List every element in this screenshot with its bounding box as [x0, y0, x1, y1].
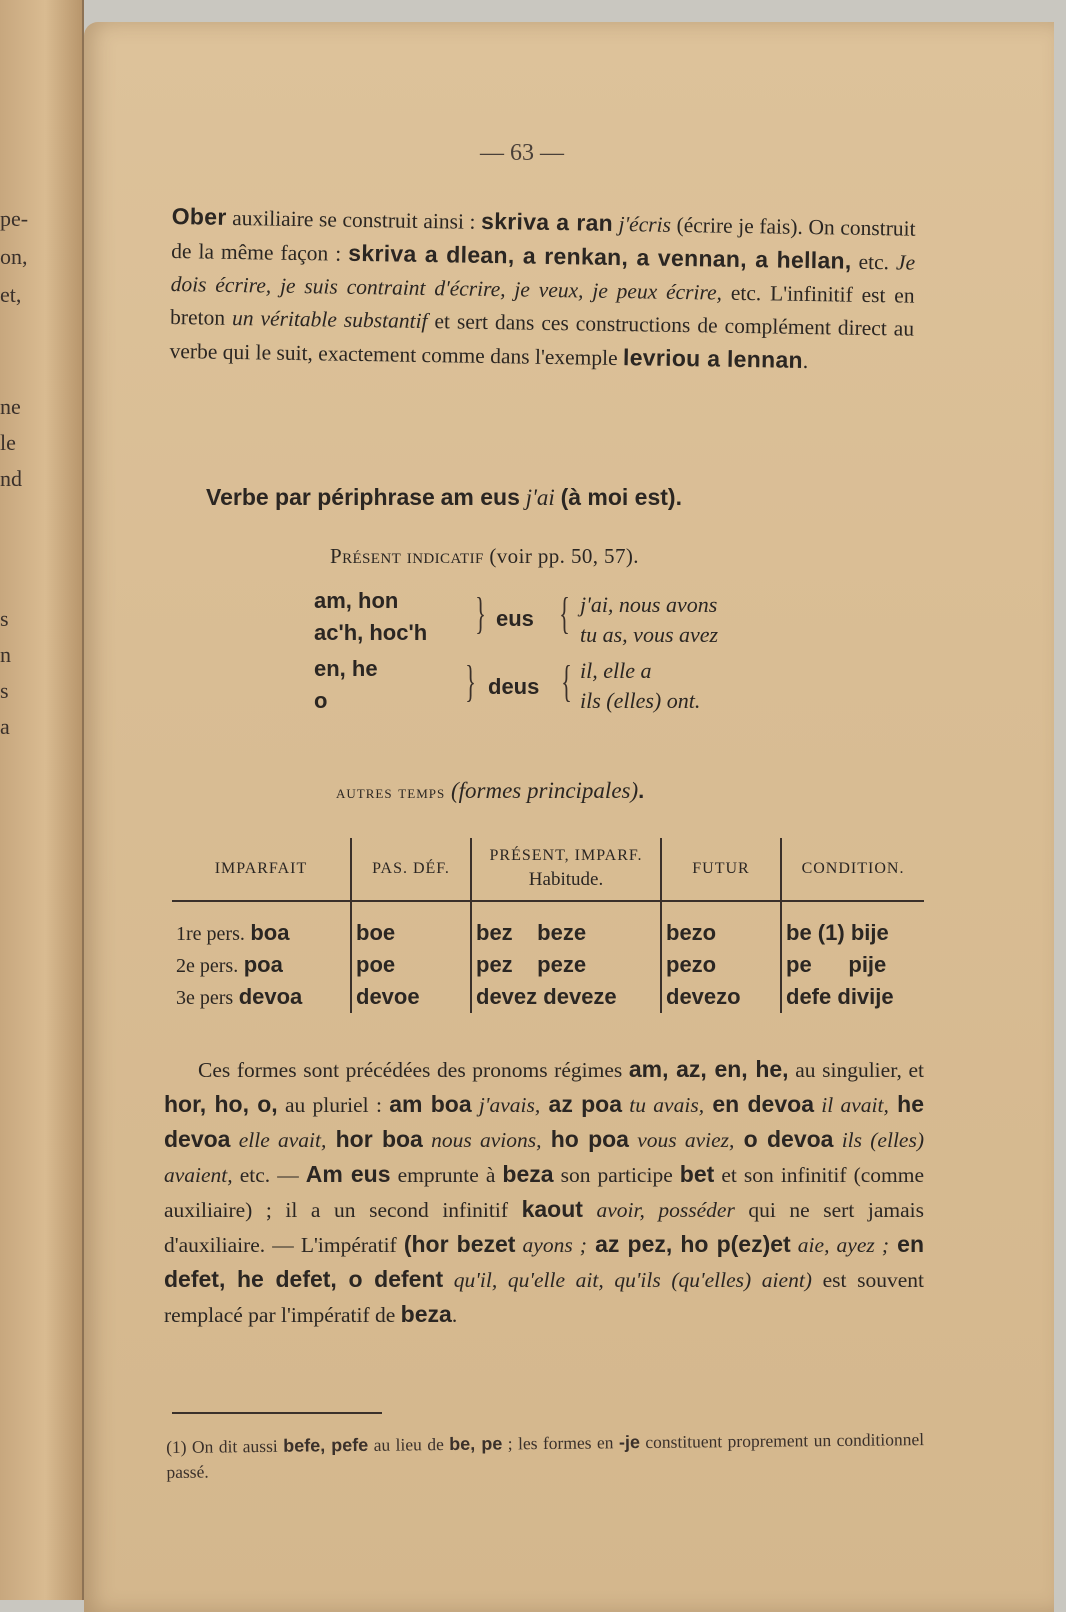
- term: beza: [502, 1161, 554, 1187]
- form: defe: [786, 984, 832, 1009]
- cell-condition: [781, 949, 924, 981]
- form: pije: [848, 952, 887, 977]
- heading-translation: j'ai: [525, 485, 555, 510]
- text: au singulier, et: [788, 1058, 925, 1082]
- person-label: 1re pers.: [176, 923, 245, 945]
- translation: nous avions,: [422, 1128, 542, 1152]
- term: am, az, en, he,: [628, 1056, 789, 1082]
- meaning: ils (elles) ont.: [580, 688, 701, 713]
- term: befe, pefe: [283, 1434, 369, 1456]
- brace-right: }: [465, 657, 476, 706]
- term: Ober: [171, 202, 227, 230]
- paragraph-formes: [164, 1052, 924, 1332]
- paragraph-body: [164, 1052, 924, 1332]
- term: -je: [618, 1432, 641, 1453]
- translation: ayons ;: [515, 1233, 587, 1257]
- page-number: — 63 —: [480, 140, 564, 166]
- heading-ref: (voir pp. 50, 57).: [489, 544, 639, 568]
- term: en devoa: [704, 1091, 814, 1117]
- form: boa: [250, 920, 290, 945]
- term: bet: [679, 1161, 715, 1187]
- meaning: tu as, vous avez: [580, 622, 719, 647]
- form: poa: [243, 952, 283, 977]
- person-label: 2e pers.: [176, 955, 239, 977]
- col-pas-def: PAS. DÉF.: [351, 838, 471, 901]
- header-label: PRÉSENT, IMPARF.: [489, 847, 643, 864]
- term: az poa: [540, 1091, 623, 1117]
- form: pez: [476, 952, 513, 977]
- form: peze: [537, 952, 587, 977]
- form: divije: [837, 984, 894, 1009]
- brace-right: }: [475, 589, 486, 638]
- term: hor boa: [326, 1126, 423, 1152]
- cell-present-imparf: [471, 949, 661, 981]
- col-futur: FUTUR: [661, 838, 781, 901]
- cell-futur: bezo: [661, 901, 781, 949]
- brace-left: {: [559, 589, 570, 638]
- translation: j'écris: [612, 211, 672, 237]
- left-page-fragment: n: [0, 642, 11, 667]
- text: etc. —: [232, 1163, 306, 1187]
- text: (écrire je fais). On construit de la même façon :: [171, 212, 916, 266]
- text: ; les formes en: [502, 1432, 620, 1454]
- text: .: [451, 1303, 458, 1327]
- text: qui ne sert jamais d'auxiliaire. — L'impératif: [164, 1198, 924, 1257]
- form: devoa: [238, 984, 303, 1009]
- form: beze: [537, 920, 587, 945]
- meaning: il, elle a: [580, 658, 652, 683]
- term: en defet, he defet, o defent: [164, 1231, 924, 1292]
- section-heading-verbe: [206, 484, 682, 511]
- col-condition: CONDITION.: [781, 838, 924, 901]
- pronoun-pair: o: [314, 688, 328, 713]
- section-heading-autres: [336, 778, 645, 804]
- table-row: [172, 949, 924, 981]
- term: az pez, ho p(ez)et: [586, 1231, 791, 1257]
- meaning: j'ai, nous avons: [580, 592, 718, 617]
- verb-form: eus: [496, 606, 534, 631]
- table-header-row: [172, 838, 924, 901]
- left-page-edge: [0, 0, 84, 1600]
- text: (1) On dit aussi: [166, 1435, 284, 1457]
- translation: qu'il, qu'elle ait, qu'ils (qu'elles) aient): [443, 1268, 812, 1292]
- term: levriou a lennan: [622, 344, 804, 373]
- footnote: [166, 1427, 924, 1485]
- form: be (1): [786, 920, 845, 945]
- cell-imparfait: [172, 901, 351, 949]
- heading-term: am eus: [440, 484, 520, 510]
- term: beza: [400, 1301, 452, 1327]
- person-label: 3e pers: [176, 987, 234, 1009]
- heading-term: Verbe par périphrase: [206, 484, 435, 510]
- heading-smallcaps: autres temps: [336, 782, 446, 803]
- cell-pas-def: devoe: [351, 981, 471, 1013]
- form: pe: [786, 952, 812, 977]
- translation: il avait,: [813, 1093, 889, 1117]
- term: (hor bezet: [403, 1231, 516, 1257]
- text: au lieu de: [368, 1434, 450, 1455]
- col-present-imparf: [471, 838, 661, 901]
- cell-present-imparf: [471, 981, 661, 1013]
- left-page-fragment: on,: [0, 244, 28, 269]
- text: etc.: [851, 249, 897, 275]
- left-page-fragment: pe-: [0, 206, 29, 231]
- cell-futur: pezo: [661, 949, 781, 981]
- pronoun-pair: ac'h, hoc'h: [314, 620, 428, 645]
- heading-italic: (formes principales): [450, 778, 639, 803]
- emphasis: un véritable substantif: [231, 305, 428, 334]
- form: bez: [476, 920, 513, 945]
- translation: Je dois écrire, je suis contraint d'écrire, je veux, je peux écrire,: [170, 250, 916, 305]
- form: deveze: [543, 984, 617, 1009]
- heading-smallcaps: Présent indicatif: [330, 544, 484, 568]
- brace-left: {: [561, 657, 572, 706]
- text: et sert dans ces constructions de complément direct au verbe qui le suit, exactement comme dans l'exemple: [169, 309, 915, 371]
- term: he devoa: [164, 1091, 924, 1152]
- text: au pluriel :: [277, 1093, 390, 1117]
- term: skriva a ran: [480, 207, 614, 236]
- text: emprunte à: [390, 1163, 503, 1187]
- translation: elle avait,: [230, 1128, 327, 1152]
- cell-imparfait: [172, 981, 351, 1013]
- paragraph-ober: [169, 200, 916, 380]
- table-row: [172, 981, 924, 1013]
- translation: ils (elles) avaient,: [164, 1128, 924, 1187]
- verb-form: deus: [488, 674, 540, 699]
- text: constituent proprement un conditionnel passé.: [166, 1429, 925, 1482]
- text: est souvent remplacé par l'impératif de: [164, 1268, 924, 1327]
- cell-pas-def: boe: [351, 901, 471, 949]
- text: son participe: [553, 1163, 680, 1187]
- left-page-fragment: et,: [0, 282, 22, 307]
- term: be, pe: [449, 1433, 503, 1455]
- heading-gloss: (à moi est).: [560, 484, 682, 510]
- cell-present-imparf: [471, 901, 661, 949]
- section-heading-present: [330, 544, 639, 569]
- cell-imparfait: [172, 949, 351, 981]
- translation: vous aviez,: [628, 1128, 735, 1152]
- term: Am eus: [305, 1161, 391, 1187]
- pronoun-pair: en, he: [314, 656, 378, 681]
- translation: avoir, posséder: [582, 1198, 735, 1222]
- left-page-fragment: s: [0, 678, 9, 703]
- form: bije: [850, 920, 889, 945]
- form: devez: [476, 984, 538, 1009]
- heading-period: .: [638, 778, 646, 803]
- cell-futur: devezo: [661, 981, 781, 1013]
- left-page-fragment: s: [0, 606, 9, 631]
- text: auxiliaire se construit ainsi :: [226, 205, 482, 234]
- term: o devoa: [734, 1126, 834, 1152]
- left-page-fragment: ne: [0, 394, 21, 419]
- pronoun-pair: am, hon: [314, 588, 399, 613]
- col-imparfait: IMPARFAIT: [172, 838, 351, 901]
- cell-pas-def: poe: [351, 949, 471, 981]
- text: et son infinitif (comme auxiliaire) ; il a un second infinitif: [164, 1163, 925, 1222]
- cell-condition: [781, 901, 924, 949]
- term: am boa: [389, 1091, 472, 1117]
- left-page-fragment: nd: [0, 466, 22, 491]
- term: kaout: [521, 1196, 583, 1222]
- text: Ces formes sont précédées des pronoms régimes: [198, 1058, 629, 1082]
- translation: j'avais,: [471, 1093, 541, 1117]
- tenses-table: [172, 838, 924, 1013]
- cell-condition: [781, 981, 924, 1013]
- table-row: [172, 901, 924, 949]
- left-page-fragment: a: [0, 714, 10, 739]
- header-sub: Habitude.: [528, 869, 604, 890]
- text: etc. L'infinitif est en breton: [169, 280, 915, 330]
- term: skriva a dlean, a renkan, a vennan, a hellan,: [348, 239, 852, 274]
- term: hor, ho, o,: [164, 1091, 278, 1117]
- translation: tu avais,: [622, 1093, 705, 1117]
- text: .: [802, 348, 809, 374]
- left-page-fragment: le: [0, 430, 16, 455]
- term: ho poa: [541, 1126, 629, 1152]
- translation: aie, ayez ;: [790, 1233, 890, 1257]
- footnote-divider: [172, 1412, 382, 1414]
